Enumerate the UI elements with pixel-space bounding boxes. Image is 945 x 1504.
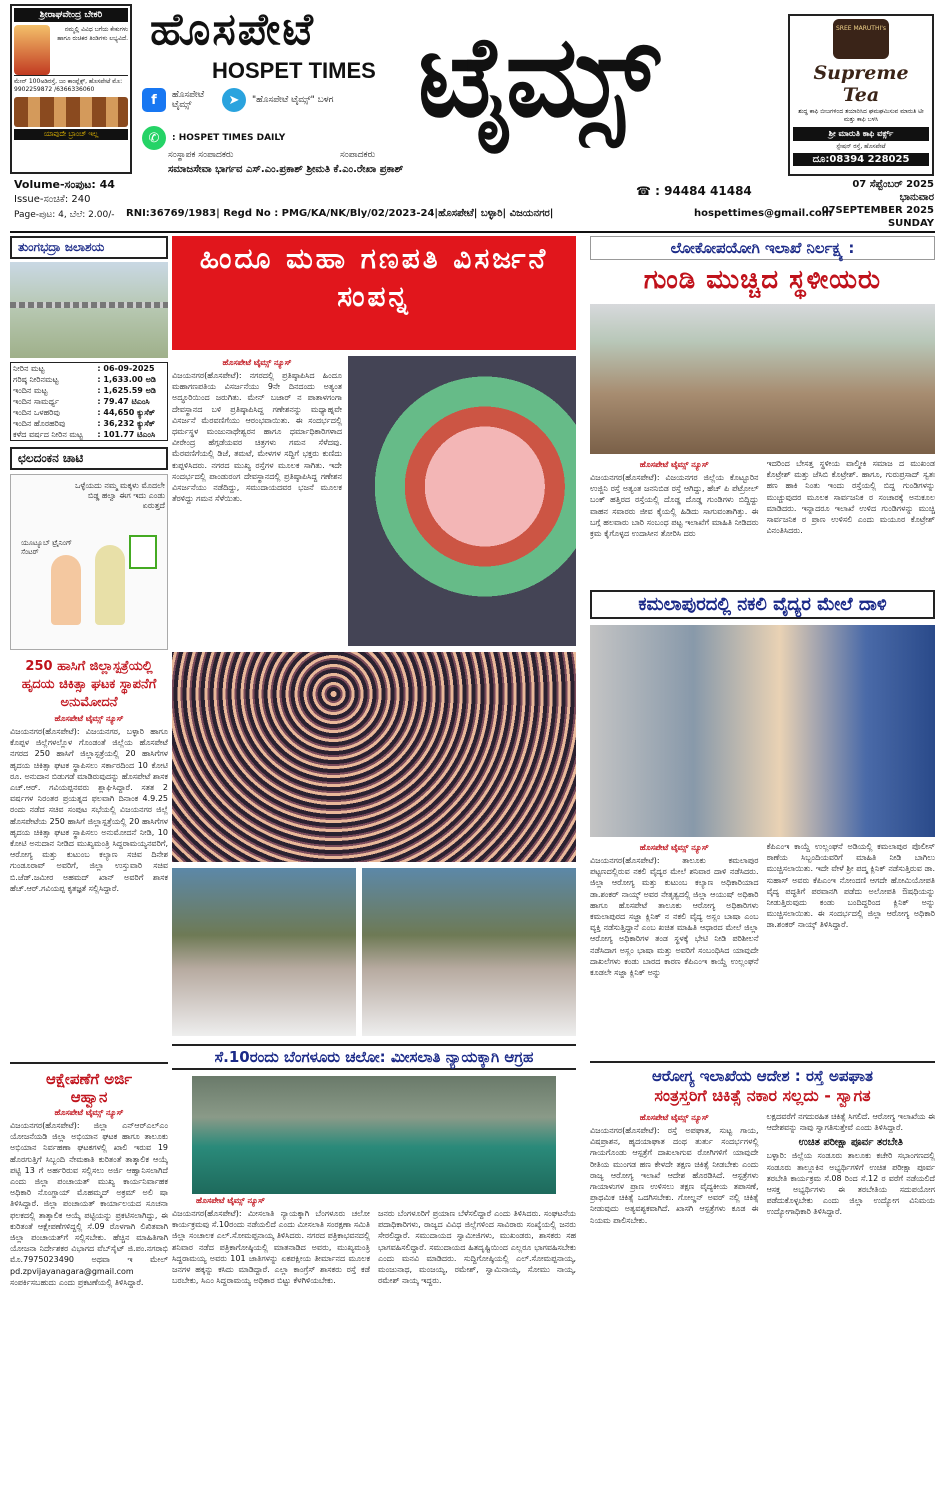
bakery-ad-address: ಮೇನ್ 100ಅಡಿರಸ್ತೆ, ಜಂ ಕಾಂಪ್ಲೆಕ್ಸ್, ಹೊಸಪೇಟೆ ಮೊ: 9902259872 /6366336060 <box>14 75 128 94</box>
header-rule <box>10 231 935 233</box>
founder-label: ಸಂಸ್ಥಾಪಕ ಸಂಪಾದಕರು <box>168 150 234 160</box>
training-body: ಬಳ್ಳಾರಿ: ಜಿಲ್ಲೆಯ ಸಂಡೂರು ತಾಲೂಕು ಕಚೇರಿ ಸಭಾಂಗಣದಲ್ಲಿ ಸಂಡೂರು ತಾಲ್ಲೂಕಿನ ಅಭ್ಯರ್ಥಿಗಳಿಗೆ ಉಚಿತ ಪರೀಕ್ಷಾ ಪೂರ್ವ ತರಬೇತಿ ಕಾರ್ಯಕ್ರಮ ಸೆ.08 ರಿಂದ ಸೆ.12 ರ ವರೆಗೆ ನಡೆಯಲಿದೆ ಆಸಕ್ತ ಅಭ್ಯರ್ಥಿಗಳು ಈ ತರಬೇತಿಯ ಸದುಪಯೋಗ ಪಡೆದುಕೊಳ್ಳಬೇಕು ಎಂದು ಜಿಲ್ಲಾ ಉದ್ಯೋಗ ವಿನಿಮಯ ಉದ್ಯೋಗಾಧಿಕಾರಿ ತಿಳಿಸಿದ್ದಾರೆ. <box>766 1151 935 1217</box>
dam-stat-label: ಇಂದಿನ ಒಳಹರಿವು <box>13 408 60 417</box>
pwd-byline: ಹೊಸಪೇಟೆ ಟೈಮ್ಸ್ ನ್ಯೂಸ್ <box>639 460 709 469</box>
brand-kannada: ಹೊಸಪೇಟೆ <box>150 4 315 55</box>
procession-crowd-photo <box>172 652 576 862</box>
contact-phone: ☎ : 94484 41484 <box>636 184 752 198</box>
dam-stat-row <box>11 407 168 418</box>
press-meet-photo <box>192 1076 556 1194</box>
registration: RNI:36769/1983| Regd No : PMG/KA/NK/Bly/02/2023-24|ಹೊಸಪೇಟೆ| ಬಳ್ಳಾರಿ| ವಿಜಯನಗರ| <box>126 208 554 219</box>
dam-stat-row <box>11 418 168 429</box>
main-body: ವಿಜಯನಗರ(ಹೊಸಪೇಟೆ): ನಗರದಲ್ಲಿ ಪ್ರತಿಷ್ಠಾಪಿಸಿದ ಹಿಂದೂ ಮಹಾಗಣಪತಿಯ ವಿಸರ್ಜನೆಯು 9ನೇ ದಿನದಂದು ಅತ್ಯಂತ ಅದ್ಧೂರಿಯಿಂದ ಜರುಗಿತು. ಮೇನ್ ಬಜಾರ್ ನ ಪಾತಾಳಗಂಗಾ ದೇವಸ್ಥಾನದ ಬಳಿ ಪ್ರತಿಷ್ಠಾಪಿಸಿದ್ದ ಗಣೇಶನನ್ನು ಮಧ್ಯಾಹ್ನವೇ ವಿಸರ್ಜನೆ ಮೆರವಣಿಗೆಯು ಆರಂಭವಾಯಿತು. ಈ ಸಂದರ್ಭದಲ್ಲಿ ಧರ್ಮಸ್ಥಳ ಮಂಜುನಾಥೇಶ್ವರನ ಹಾಗೂ ಧರ್ಮಾಧಿಕಾರಿಗಳಾದ ವೀರೇಂದ್ರ ಹೆಗ್ಗಡೆಯವರ ಚಿತ್ರಗಳು ಗಮನ ಸೆಳೆದವು. ಮೆರವಣಿಗೆಯಲ್ಲಿ ಡಿಜೆ, ತಮಟೆ, ಮೇಳಗಳ ಸದ್ದಿಗೆ ಭಕ್ತರು ಕುಣಿದು ಕುಪ್ಪಳಿಸಿದರು. ನಗರದ ಮುಖ್ಯ ರಸ್ತೆಗಳ ಮೂಲಕ ಸಾಗಿತು. ಇದೇ ಸಂದರ್ಭದಲ್ಲಿ ಪಾಂಡುರಂಗ ದೇವಸ್ಥಾನದಲ್ಲಿ ಪ್ರತಿಷ್ಠಾಪಿಸಿದ್ದ ಗಣೇಶನ ವಿಸರ್ಜನೆಯು ನಡೆದಿದ್ದು, ಸಮುದಾಯದವರ ಭಜನೆ ಮೂಲಕ ತೆರಳಿದ್ದು ಗಮನ ಸೆಳೆಯಿತು. <box>172 371 342 504</box>
dam-stat-row <box>11 374 168 385</box>
bakery-advertisement <box>10 4 132 174</box>
deity-image <box>14 25 50 75</box>
second-body-a: ವಿಜಯನಗರ(ಹೊಸಪೇಟೆ): ಮೀಸಲಾತಿ ನ್ಯಾಯಕ್ಕಾಗಿ ಬೆಂಗಳೂರು ಚಲೋ ಕಾರ್ಯಕ್ರಮವು ಸೆ.10ರಂದು ನಡೆಯಲಿದೆ ಎಂದು ಮೀಸಲಾತಿ ಸಂರಕ್ಷಣಾ ಸಮಿತಿ ಜಿಲ್ಲಾ ಸಂಚಾಲಕ ಎಲ್.ಸೋಮಪ್ಪನಾಯ್ಕ ತಿಳಿಸಿದರು. ನಗರದ ಪತ್ರಿಕಾಭವನದಲ್ಲಿ ಶನಿವಾರ ನಡೆದ ಪತ್ರಿಕಾಗೋಷ್ಠಿಯಲ್ಲಿ ಮಾತನಾಡಿದ ಅವರು, ಮುಖ್ಯಮಂತ್ರಿ ಸಿದ್ದರಾಮಯ್ಯ ಅವರು 101 ಜಾತಿಗಳನ್ನು ಏಕಪಕ್ಷೀಯ ತೀರ್ಮಾನದ ಮೂಲಕ ಜನಗಳ ಹಕ್ಕನ್ನು ಕಸಿದು ಮಾಡಿದ್ದಾರೆ. ಎಲ್ಲಾ ಕಾಂಗ್ರೆಸ್ ಶಾಸಕರು ರಸ್ತೆ ಕಡೆ ಬರಬೇಕು, ಸಿಎಂ ಸಿದ್ದರಾಮಯ್ಯ ಅಧಿಕಾರ ಬಿಟ್ಟು ಕೆಳಗಿಳಿಯಬೇಕು. <box>172 1209 370 1286</box>
tea-address: ಸ್ಟೇಷನ್ ರಸ್ತೆ, ಹೊಸಪೇಟೆ <box>836 143 886 150</box>
dam-stat-value: : 06-09-2025 <box>97 364 155 373</box>
cartoon-figure-woman <box>51 555 81 625</box>
cartoon-board <box>129 535 157 569</box>
ganesha-idol-photo <box>348 356 576 646</box>
raid-photo <box>590 625 935 837</box>
story-byline: ಹೊಸಪೇಟೆ ಟೈಮ್ಸ್ ನ್ಯೂಸ್ <box>54 1108 124 1117</box>
procession-march-photo <box>362 868 576 1036</box>
contact-email[interactable]: hospettimes@gmail.com <box>694 208 833 219</box>
dam-stat-row <box>11 396 168 407</box>
story-headline: ಆಕ್ಷೇಪಣೆಗೆ ಅರ್ಜಿ ಆಹ್ವಾನ <box>45 1070 133 1106</box>
bakery-ad-lines: ನಮ್ಮಲ್ಲಿ ವಿವಿಧ ಬಗೆಯ ಕೇಕುಗಳು ಹಾಗೂ ರುಚಿಕರ ತಿಂಡಿಗಳು ಲಭ್ಯವಿದೆ. <box>57 26 128 42</box>
telegram-label[interactable]: "ಹೊಸಪೇಟೆ ಟೈಮ್ಸ್" ಬಳಗ <box>252 95 334 105</box>
right-column <box>590 236 935 1361</box>
whatsapp-label[interactable]: : HOSPET TIMES DAILY <box>172 133 286 143</box>
main-byline: ಹೊಸಪೇಟೆ ಟೈಮ್ಸ್ ನ್ಯೂಸ್ <box>222 358 292 367</box>
dam-stat-row <box>11 385 168 396</box>
social-links <box>142 88 333 112</box>
tea-advertisement <box>788 14 934 176</box>
raid-byline: ಹೊಸಪೇಟೆ ಟೈಮ್ಸ್ ನ್ಯೂಸ್ <box>639 843 709 852</box>
dam-stat-row <box>11 429 168 441</box>
health-body-a: ವಿಜಯನಗರ(ಹೊಸಪೇಟೆ): ರಸ್ತೆ ಅಪಘಾತ, ಸುಟ್ಟ ಗಾಯ, ವಿಷಪ್ರಾಶನ, ಹೃದಯಾಘಾತ ದಂಥ ತುರ್ತು ಸಂದರ್ಭಗಳಲ್ಲಿ ಗಾಯಗೊಂಡು ಆಸ್ಪತ್ರೆಗೆ ದಾಖಲಾಗುವ ರೋಗಿಗಳಿಗೆ ಯಾವುದೇ ರೀತಿಯ ಮುಂಗಡ ಹಣ ಕೇಳದೇ ತಕ್ಷಣ ಚಿಕಿತ್ಸೆ ನೀಡಬೇಕು ಎಂದು ರಾಜ್ಯ ಆರೋಗ್ಯ ಇಲಾಖೆ ಆದೇಶ ಹೊರಡಿಸಿದೆ. ಆಸ್ಪತ್ರೆಗಳು ಗಾಯಾಳುಗಳ ಪ್ರಾಣ ಉಳಿಸಲು ತಕ್ಷಣ ವೈದ್ಯಕೀಯ ತಪಾಸಣೆ, ಪ್ರಾಥಮಿಕ ಚಿಕಿತ್ಸೆ ಒದಗಿಸಬೇಕು. ಗೋಲ್ಡನ್ ಅವರ್ ನಲ್ಲಿ ಚಿಕಿತ್ಸೆ ನೀಡುವುದು ಅತ್ಯವಶ್ಯಕವಾಗಿದೆ. ಖಾಸಗಿ ಆಸ್ಪತ್ರೆಗಳು ಕೂಡ ಈ ನಿಯಮ ಪಾಲಿಸಬೇಕು. <box>590 1126 759 1225</box>
dam-stat-label: ಗರಿಷ್ಠ ನೀರಿನಮಟ್ಟ <box>13 375 59 384</box>
left-story-objection <box>10 1062 168 1464</box>
left-column <box>10 236 168 1464</box>
date-kannada: 07 ಸೆಪ್ಟೆಂಬರ್ 2025 <box>852 179 934 190</box>
story-headline: 250 ಹಾಸಿಗೆ ಜಿಲ್ಲಾಸ್ಪತ್ರೆಯಲ್ಲಿ ಹೃದಯ ಚಿಕಿತ್ಸಾ ಘಟಕ ಸ್ಥಾಪನೆಗೆ ಅನುಮೋದನೆ <box>21 659 157 710</box>
date-english: 07SEPTEMBER 2025 <box>821 205 934 216</box>
cake-image <box>14 97 128 127</box>
day-kannada: ಭಾನುವಾರ <box>899 192 934 203</box>
raid-headline: ಕಮಲಾಪುರದಲ್ಲಿ ನಕಲಿ ವೈದ್ಯರ ಮೇಲೆ ದಾಳಿ <box>590 590 935 619</box>
tea-brand-name: Supreme Tea <box>813 62 909 106</box>
bakery-ad-title: ಶ್ರೀರಾಘವೇಂದ್ರ ಬೇಕರಿ <box>14 8 128 22</box>
editors-names: ಸಮಾಜಸೇವಾ ಭಾರ್ಗವ ಎಸ್.ಎಂ.ಪ್ರಕಾಶ್ ಶ್ರೀಮತಿ ಕೆ.ಎಂ.ರೇಖಾ ಪ್ರಕಾಶ್ <box>168 164 404 175</box>
pwd-kicker: ಲೋಕೋಪಯೋಗಿ ಇಲಾಖೆ ನಿರ್ಲಕ್ಷ್ಯ : <box>590 236 935 260</box>
procession-tractor-photo <box>172 868 356 1036</box>
pwd-headline: ಗುಂಡಿ ಮುಚ್ಚಿದ ಸ್ಥಳೀಯರು <box>643 265 882 295</box>
cartoon-caption: ಒಳ್ಳೆಯದು ನಮ್ಮ ಮಕ್ಕಳು ಮೊದಲೇ ಬಿಡ್ಡ ಹಲ್ವಾ ಈಗ ಇದು ಎಂಡು ಏರುತ್ತದೆ <box>75 481 165 510</box>
dam-stat-label: ಇಂದಿನ ಸಾಮರ್ಥ್ಯ <box>13 397 59 406</box>
dam-title: ತುಂಗಭದ್ರಾ ಜಲಾಶಯ <box>10 236 168 259</box>
dam-stats-table <box>10 362 168 441</box>
health-byline: ಹೊಸಪೇಟೆ ಟೈಮ್ಸ್ ನ್ಯೂಸ್ <box>639 1113 709 1122</box>
facebook-label[interactable]: ಹೊಸಪೇಟೆ ಟೈಮ್ಸ್ <box>172 90 205 110</box>
tea-description: ಶುದ್ಧ ಕಾಫಿ ಬೀಜಗಳಿಂದ ತಯಾರಿಸಿದ ಘಮಘಮಿಸುವ ಮಾರುತಿ ಟೀ ಮತ್ತು ಕಾಫಿ ಬಳಸಿ <box>798 108 924 123</box>
second-headline: ಸೆ.10ರಂದು ಬೆಂಗಳೂರು ಚಲೋ: ಮೀಸಲಾತಿ ನ್ಯಾಯಕ್ಕಾಗಿ ಆಗ್ರಹ <box>172 1044 576 1070</box>
telegram-icon[interactable]: ➤ <box>222 88 246 112</box>
pwd-body-b: ಇದರಿಂದ ಬೇಸತ್ತ ಸ್ಥಳೀಯ ವಾಲ್ಮೀಕಿ ಸಮಾಜ ದ ಮುಖಂಡ ಕೊಟ್ರೇಶ್ ಮತ್ತು ಜೆಸಿಬಿ ಕೊಟ್ರೇಶ್. ಹಾಗೂ, ಗುರುಪ್ರಸಾದ್ ಸ್ವತಃ ಹಣ ಹಾಕಿ ನಿಂತು ಇಂದು ರಸ್ತೆಯಲ್ಲಿ ಬಿದ್ದ ಗುಂಡಿಗಳನ್ನು ಮುಚ್ಚುವುದರ ಮೂಲಕ ಸಾರ್ವಜನಿಕ ರ ಸಂಚಾರಕ್ಕೆ ಅನುಕೂಲ ಮಾಡಿದರು. ಇನ್ನಾದರೂ ಇಲಾಖೆ ಉಳಿದ ಗುಂಡಿಗಳನ್ನು ಮುಚ್ಚಿ ಸಾರ್ವಜನಿಕ ರ ಪ್ರಾಣ ಉಳಿಸಲಿ ಎಂದು ಮಯೂರ ಕೊಟ್ರೇಶ್ ವಿನಂತಿಸಿದರು. <box>766 459 935 536</box>
facebook-icon[interactable]: f <box>142 88 166 112</box>
second-body-b: ಜನರು ಬೆಂಗಳೂರಿಗೆ ಪ್ರಯಾಣ ಬೆಳೆಸಲಿದ್ದಾರೆ ಎಂದು ತಿಳಿಸಿದರು. ಸಂಘಟನೆಯ ಪದಾಧಿಕಾರಿಗಳು, ರಾಜ್ಯದ ವಿವಿಧ ಜಿಲ್ಲೆಗಳಿಂದ ಸಾವಿರಾರು ಸಂಖ್ಯೆಯಲ್ಲಿ ಜನರು ಸೇರಲಿದ್ದಾರೆ. ಸಮುದಾಯದ ಸ್ವಾಮೀಜಿಗಳು, ಮುಖಂಡರು, ಶಾಸಕರು ಸಹ ಭಾಗವಹಿಸಲಿದ್ದಾರೆ. ಸಮುದಾಯದ ಹಿತದೃಷ್ಟಿಯಿಂದ ಎಲ್ಲರೂ ಭಾಗವಹಿಸಬೇಕು ಎಂದು ಮನವಿ ಮಾಡಿದರು. ಸುದ್ದಿಗೋಷ್ಠಿಯಲ್ಲಿ ಎಲ್.ಸೋಮಪ್ಪನಾಯ್ಕ, ಮಂಜುನಾಥ, ಮಂಜಯ್ಯ, ರಮೇಶ್, ಸ್ವಾಮಿನಾಯ್ಕ, ಸೋಮು ನಾಯ್ಕ, ರಮೇಶ್ ನಾಯ್ಕ ಇದ್ದರು. <box>378 1209 576 1286</box>
dam-stat-value: : 44,650 ಕ್ಯುಸೆಕ್ <box>97 408 156 417</box>
road-pothole-photo <box>590 304 935 454</box>
dam-stat-value: : 101.77 ಟಿಎಂಸಿ <box>97 430 156 439</box>
masthead <box>0 0 945 178</box>
cartoon-figure-man <box>95 545 125 625</box>
story-byline: ಹೊಸಪೇಟೆ ಟೈಮ್ಸ್ ನ್ಯೂಸ್ <box>54 714 124 723</box>
cartoon <box>10 474 168 650</box>
story-body: ವಿಜಯನಗರ(ಹೊಸಪೇಟೆ): ವಿಜಯನಗರ, ಬಳ್ಳಾರಿ ಹಾಗೂ ಕೊಪ್ಪಳ ಜಿಲ್ಲೆಗಳಲ್ಲೊಳ ಗೊಂಡಂತೆ ಜಿಲ್ಲೆಯ ಹೊಸಪೇಟೆ ನಗರದ 250 ಹಾಸಿಗೆ ಜಿಲ್ಲಾಸ್ಪತ್ರೆಯಲ್ಲಿ 20 ಹಾಸಿಗೆಗಳ ಹೃದಯ ಚಿಕಿತ್ಸಾ ಘಟಕ ಸ್ಥಾಪಿಸಲು ಸರ್ಕಾರದಿಂದ 10 ಕೋಟಿ ರೂ. ಅನುದಾನ ಬಿಡುಗಡೆ ಮಾಡಿರುವುದನ್ನು ಹೊಸಪೇಟೆ ಶಾಸಕ ಎಚ್.ಆರ್. ಗವಿಯಪ್ಪನವರು ಶ್ಲಾಘಿಸಿದ್ದಾರೆ. ಸತತ 2 ವರ್ಷಗಳ ನಿರಂತರ ಪ್ರಯತ್ನದ ಫಲವಾಗಿ ದಿನಾಂಕ 4.9.25 ರಂದು ನಡೆದ ಸಚಿವ ಸಂಪುಟ ಸಭೆಯಲ್ಲಿ ವಿಜಯನಗರ ಜಿಲ್ಲೆ ಹೊಸಪೇಟೆಯ 250 ಹಾಸಿಗೆ ಜಿಲ್ಲಾಸ್ಪತ್ರೆಯಲ್ಲಿ 20 ಹಾಸಿಗೆಗಳ ಹೃದಯ ಚಿಕಿತ್ಸಾ ಘಟಕ ಸ್ಥಾಪಿಸಲು ಅನುಮೋದನೆ ನೀಡಿ, 10 ಕೋಟಿ ಅನುದಾನ ನೀಡಿದ ಮುಖ್ಯಮಂತ್ರಿ ಸಿದ್ದರಾಮಯ್ಯನವರಿಗೆ, ಆರೋಗ್ಯ ಮತ್ತು ಕುಟುಂಬ ಕಲ್ಯಾಣ ಸಚಿವ ದಿನೇಶ ಗುಂಡೂರಾವ್ ಅವರಿಗೆ, ಜಿಲ್ಲಾ ಉಸ್ತುವಾರಿ ಸಚಿವ ಬಿ.ಜೆಡ್.ಜಮೀರ ಅಹಮದ್ ಖಾನ್ ಅವರಿಗೆ ಶಾಸಕ ಹೆಚ್.ಆರ್.ಗವಿಯಪ್ಪ ಕೃತಜ್ಞತೆ ಸಲ್ಲಿಸಿದ್ದಾರೆ. <box>10 727 168 893</box>
dam-stat-row <box>11 363 168 375</box>
second-byline: ಹೊಸಪೇಟೆ ಟೈಮ್ಸ್ ನ್ಯೂಸ್ <box>196 1196 265 1205</box>
tea-works-name: ಶ್ರೀ ಮಾರುತಿ ಕಾಫಿ ವರ್ಕ್ಸ್ <box>793 127 929 141</box>
whatsapp-link[interactable] <box>142 126 285 150</box>
dam-stat-label: ಇಂದಿನ ಮಟ್ಟ <box>13 386 48 395</box>
health-kicker: ಆರೋಗ್ಯ ಇಲಾಖೆಯ ಆದೇಶ : ರಸ್ತೆ ಅಪಘಾತ <box>590 1061 935 1085</box>
cartoon-sign: ಯೂಟ್ಯೂಬ್ ಟ್ರೈನಿಂಗ್ ಸೆಂಟರ್ <box>21 539 73 556</box>
tea-phone: ದೂ:08394 228025 <box>793 153 929 166</box>
middle-column <box>172 236 576 1404</box>
editor-label: ಸಂಪಾದಕರು <box>340 150 376 160</box>
volume: Volume-ಸಂಪುಟ: 44 <box>14 178 115 191</box>
issue-date <box>822 178 934 230</box>
story-body: ವಿಜಯನಗರ(ಹೊಸಪೇಟೆ): ಜಿಲ್ಲಾ ಎನ್‌ಆರ್‌ಎಲ್‌ಎಂ ಯೋಜನೆಯಡಿ ಜಿಲ್ಲಾ ಅಭಿಯಾನ ಘಟಕ ಹಾಗೂ ತಾಲೂಕು ಅಭಿಯಾನ ನಿರ್ವಹಣಾ ಘಟಕಗಳಲ್ಲಿ ಖಾಲಿ ಇರುವ 19 ಹೊರಗುತ್ತಿಗೆ ಸಿಬ್ಬಂದಿ ನೇಮಕಾತಿ ಕುರಿತಂತೆ ತಾತ್ಕಾಲಿಕ ಆಯ್ಕೆ ಪಟ್ಟಿ 13 ಗೆ ಅರ್ಹರಿರುವ ಸಲ್ಲಿಸಲು ಅರ್ಜಿ ಆಹ್ವಾನಿಸಲಾಗಿದೆ ಎಂದು ಜಿಲ್ಲಾ ಪಂಚಾಯತ್ ಮುಖ್ಯ ಕಾರ್ಯನಿರ್ವಾಹಕ ಅಧಿಕಾರಿ ನೊಂಗ್ಜಾಯ್ ಮೊಹಮ್ಮದ್ ಅಕ್ರಮ್ ಅಲಿ ಷಾ ತಿಳಿಸಿದ್ದಾರೆ. ಜಿಲ್ಲಾ ಪಂಚಾಯತ್ ಕಾರ್ಯಾಲಯದ ಸೂಚನಾ ಫಲಕದಲ್ಲಿ ತಾತ್ಕಾಲಿಕ ಆಯ್ಕೆ ಪಟ್ಟಿಯನ್ನು ಪ್ರಕಟಿಸಲಾಗಿದ್ದು, ಈ ಕುರಿತಂತೆ ಆಕ್ಷೇಪಣೆಗಳಿದ್ದಲ್ಲಿ ಸೆ.09 ರೊಳಗಾಗಿ ಲಿಖಿತವಾಗಿ ಜಿಲ್ಲಾ ಪಂಚಾಯತ್‌ಗೆ ಸಲ್ಲಿಸಬೇಕು. ಹೆಚ್ಚಿನ ಮಾಹಿತಿಗಾಗಿ ಯೋಜನಾ ನಿರ್ದೇಶಕರ ವಿಭಾಗದ ವೆಬ್‌ಸೈಟ್ ಜಿ.ಪಂ.ನಗರಾಭಿ ಮೊ.7975023490 ಅಥವಾ ಇ ಮೇಲ್ pd.zpvijayanagara@gmail.com ಸಂಪರ್ಕಿಸಬಹುದು ಎಂದು ಪ್ರಕಟಣೆಯಲ್ಲಿ ತಿಳಿಸಿದ್ದಾರೆ. <box>10 1121 168 1287</box>
pwd-body-a: ವಿಜಯನಗರ(ಹೊಸಪೇಟೆ): ವಿಜಯನಗರ ಜಿಲ್ಲೆಯ ಕೊಟ್ಟೂರಿನ ಉಜ್ಜಿನಿ ರಸ್ತೆ ಅತ್ಯಂತ ಜನನಿಬಿಡ ರಸ್ತೆ ಆಗಿದ್ದು, ಹೆಚ್ ಪಿ ಪೆಟ್ರೋಲ್ ಬಂಕ್ ಹತ್ತಿರದ ರಸ್ತೆಯಲ್ಲಿ ದೊಡ್ಡ ದೊಡ್ಡ ಗುಂಡಿಗಳು ಬಿದ್ದಿದ್ದು ವಾಹನ ಸವಾರರು ಜೀವ ಕೈಯಲ್ಲಿ ಹಿಡಿದು ಸಾಗುವಂತಾಗಿತ್ತು. ಈ ಬಗ್ಗೆ ಹಲವಾರು ಬಾರಿ ಸಂಬಂಧ ಪಟ್ಟ ಇಲಾಖೆಗೆ ಮಾಹಿತಿ ನೀಡಿದರು ಕ್ರಮ ಕೈಗೊಳ್ಳದ ಉದಾಸೀನ ತೋರಿಸಿ ದರು <box>590 473 759 539</box>
dam-photo <box>10 262 168 358</box>
info-bar <box>14 178 934 230</box>
dam-stat-value: : 79.47 ಟಿಎಂಸಿ <box>97 397 150 406</box>
cartoon-title: ಛಲದಂಕನ ಚಾಟಿ <box>10 447 168 470</box>
pages-price: Page-ಪುಟ: 4, ಬೆಲೆ: 2.00/- <box>14 210 115 220</box>
bakery-ad-branch: ಯಾವುದೇ ಬ್ರಾಂಚ್ ಇಲ್ಲ <box>14 129 128 140</box>
dam-stat-value: : 1,633.00 ಅಡಿ <box>97 375 156 384</box>
health-headline: ಸಂತ್ರಸ್ತರಿಗೆ ಚಿಕಿತ್ಸೆ ನಕಾರ ಸಲ್ಲದು - ಸ್ವಾಗತ <box>654 1086 871 1105</box>
raid-body-a: ವಿಜಯನಗರ(ಹೊಸಪೇಟೆ): ತಾಲೂಕು ಕಮಲಾಪುರ ಪಟ್ಟಣದಲ್ಲಿರುವ ನಕಲಿ ವೈದ್ಯರ ಮೇಲೆ ಶನಿವಾರ ದಾಳಿ ನಡೆಸಿದರು. ಜಿಲ್ಲಾ ಆರೋಗ್ಯ ಮತ್ತು ಕುಟುಂಬ ಕಲ್ಯಾಣ ಅಧಿಕಾರಿಯಾದ ಡಾ.ಶಂಕರ್ ನಾಯ್ಕ್ ಅವರ ನೇತೃತ್ವದಲ್ಲಿ ಜಿಲ್ಲಾ ಆಯುಷ್ ಅಧಿಕಾರಿ ಹಾಗೂ ಹೊಸಪೇಟೆ ತಾಲೂಕು ಆರೋಗ್ಯ ಅಧಿಕಾರಿಗಳು ಕಮಲಾಪುರದ ಸಜ್ಜಾ ಕ್ಲಿನಿಕ್ ನ ನಕಲಿ ವೈದ್ಯ ಅಸ್ಲಂ ಬಾಷಾ ಎಂಬ ವ್ಯಕ್ತಿ ನಡೆಸುತ್ತಿದ್ದಾನೆ ಎಂಬ ಖಚಿತ ಮಾಹಿತಿ ಆಧಾರದ ಮೇಲೆ ಜಿಲ್ಲಾ ಆರೋಗ್ಯ ಅಧಿಕಾರಿಗಳ ತಂಡ ಸ್ಥಳಕ್ಕೆ ಭೇಟಿ ನೀಡಿ ಪರಿಶೀಲನೆ ನಡೆಸಿದಾಗ ಅಸ್ಲಂ ಭಾಷಾ ಮತ್ತು ಅವರಿಗೆ ಸಂಬಂಧಿಸಿದ ಯಾವುದೇ ದಾಖಲೆಗಳು ಕಂಡು ಬಾರದ ಕಾರಣ ಕೆಪಿಎಂಇ ಕಾಯ್ದೆ ಉಲ್ಲಂಘನೆ ಕೂಡಲೇ ಸಜ್ಜಾ ಕ್ಲಿನಿಕ್ ಅನ್ನು <box>590 856 759 978</box>
brand-english: HOSPET TIMES <box>212 58 376 83</box>
health-body-b: ಲಕ್ಷದವರೆಗೆ ನಗದುರಹಿತ ಚಿಕಿತ್ಸೆ ಸಿಗಲಿದೆ. ಆರೋಗ್ಯ ಇಲಾಖೆಯ ಈ ಆದೇಶವನ್ನು ನಾವು ಸ್ವಾಗತಿಸುತ್ತೇವೆ ಎಂದು ತಿಳಿಸಿದ್ದಾರೆ. <box>766 1112 935 1133</box>
dam-stat-label: ನೀರಿನ ಮಟ್ಟ <box>13 364 45 373</box>
left-story-hospital <box>10 658 168 1058</box>
brand-big-title: ಟೈಮ್ಸ್ <box>418 11 658 142</box>
training-subhead: ಉಚಿತ ಪರೀಕ್ಷಾ ಪೂರ್ವ ತರಬೇತಿ <box>798 1137 903 1149</box>
dam-stat-label: ಇಂದಿನ ಹೊರಹರಿವು <box>13 419 66 428</box>
raid-body-b: ಕೆಪಿಎಂಇ ಕಾಯ್ದೆ ಉಲ್ಲಂಘನೆ ಅಡಿಯಲ್ಲಿ ಕಮಲಾಪುರ ಪೊಲೀಸ್ ಠಾಣೆಯ ಸಿಬ್ಬಂದಿಯವರಿಗೆ ಮಾಹಿತಿ ನೀಡಿ ಬಾಗಿಲು ಮುಚ್ಚಿಸಲಾಯಿತು. ಇದೇ ವೇಳೆ ಶ್ರೀ ಪದ್ಮ ಕ್ಲಿನಿಕ್ ನಡೆಸುತ್ತಿರುವ ಡಾ. ಸುಹಾಸ್ ಅವರು ಕೆಪಿಎಂಇ ನೋಂದಣಿ ಆಗದೇ ಹೋಮಿಯೋಪತಿ ವೈದ್ಯ ಪದ್ಧತಿಗೆ ಪರವಾನಗಿ ಪಡೆದು ಅಲೋಪತಿ ಔಷಧಿಯನ್ನು ನೀಡುತ್ತಿರುವುದು ಕಂಡು ಬಂದಿದ್ದರಿಂದ ಕ್ಲಿನಿಕ್ ಅನ್ನು ಮುಚ್ಚಿಸಲಾಯಿತು. ಈ ಸಂದರ್ಭದಲ್ಲಿ ಜಿಲ್ಲಾ ಆರೋಗ್ಯ ಅಧಿಕಾರಿ ಡಾ.ಶಂಕರ್ ನಾಯ್ಕ್ ತಿಳಿಸಿದ್ದಾರೆ. <box>766 842 935 930</box>
day-english: SUNDAY <box>887 218 934 229</box>
dam-stat-value: : 1,625.59 ಅಡಿ <box>97 386 156 395</box>
whatsapp-icon[interactable]: ✆ <box>142 126 166 150</box>
dam-stat-label: ಕಳೆದ ವರ್ಷದ ನೀರಿನ ಮಟ್ಟ <box>13 430 83 439</box>
issue: Issue-ಸಂಚಿಕೆ: 240 <box>14 194 91 205</box>
tea-badge: SREE MARUTHI's <box>833 19 889 59</box>
main-headline: ಹಿಂದೂ ಮಹಾ ಗಣಪತಿ ವಿಸರ್ಜನೆ ಸಂಪನ್ನ <box>172 236 576 350</box>
dam-stat-value: : 36,232 ಕ್ಯುಸೆಕ್ <box>97 419 156 428</box>
